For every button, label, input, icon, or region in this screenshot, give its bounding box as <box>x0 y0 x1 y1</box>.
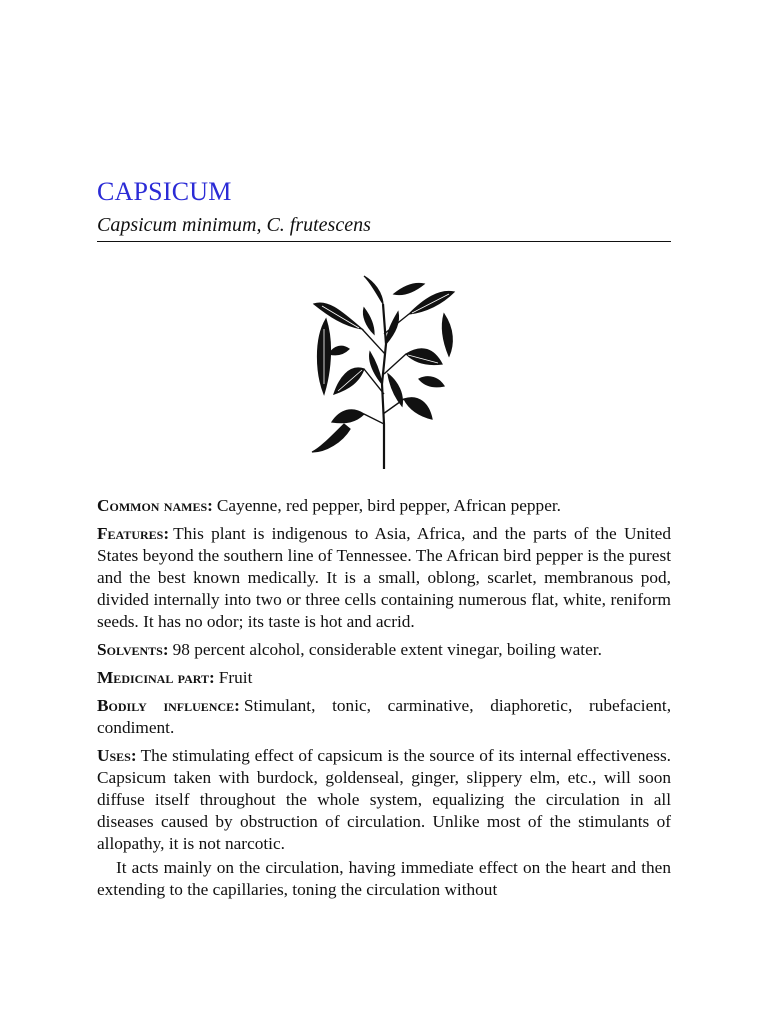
entry-label: Medicinal part: <box>97 668 215 687</box>
entry-bodily-influence <box>97 695 671 739</box>
entry-text: This plant is indigenous to Asia, Africa, and the parts of the United States beyond the southern line of Tennessee. The African bird pepper is the purest and the best known medically. It is a small, oblong, scarlet, membranous pod, divided internally into two or three cells containing numerous flat, white, reniform seeds. It has no odor; its taste is hot and acrid. <box>97 524 671 631</box>
continuation-paragraph: It acts mainly on the circulation, having immediate effect on the heart and then extending to the capillaries, toning the circulation without <box>97 858 671 899</box>
entry-features <box>97 523 671 633</box>
entry-uses <box>97 745 671 855</box>
capsicum-plant-illustration <box>304 274 464 469</box>
entry-text: 98 percent alcohol, considerable extent vinegar, boiling water. <box>172 640 602 659</box>
entry-label: Common names: <box>97 496 213 515</box>
page-title: CAPSICUM <box>97 177 232 206</box>
entry-label: Solvents: <box>97 640 169 659</box>
botanical-name: Capsicum minimum, C. frutescens <box>97 212 671 242</box>
entry-text: The stimulating effect of capsicum is the source of its internal effectiveness. Capsicum taken with burdock, goldenseal, ginger, slippery elm, etc., will soon diffuse itself throughout the whole system, equalizing the circulation in all diseases caused by obstruction of circulation. Unlike most of the stimulants of allopathy, it is not narcotic. <box>97 746 671 853</box>
entry-medicinal-part <box>97 667 671 689</box>
entry-label: Uses: <box>97 746 137 765</box>
entry-label: Features: <box>97 524 170 543</box>
entry-text: Cayenne, red pepper, bird pepper, African pepper. <box>216 496 561 515</box>
entry-label: Bodily influence: <box>97 696 240 715</box>
entry-common-names <box>97 495 671 517</box>
entry-text: Stimulant, tonic, carminative, diaphoretic, rubefacient, condiment. <box>97 696 672 737</box>
entry-list <box>97 495 671 901</box>
document-page <box>97 176 671 907</box>
entry-solvents <box>97 639 671 661</box>
entry-text: Fruit <box>218 668 253 687</box>
